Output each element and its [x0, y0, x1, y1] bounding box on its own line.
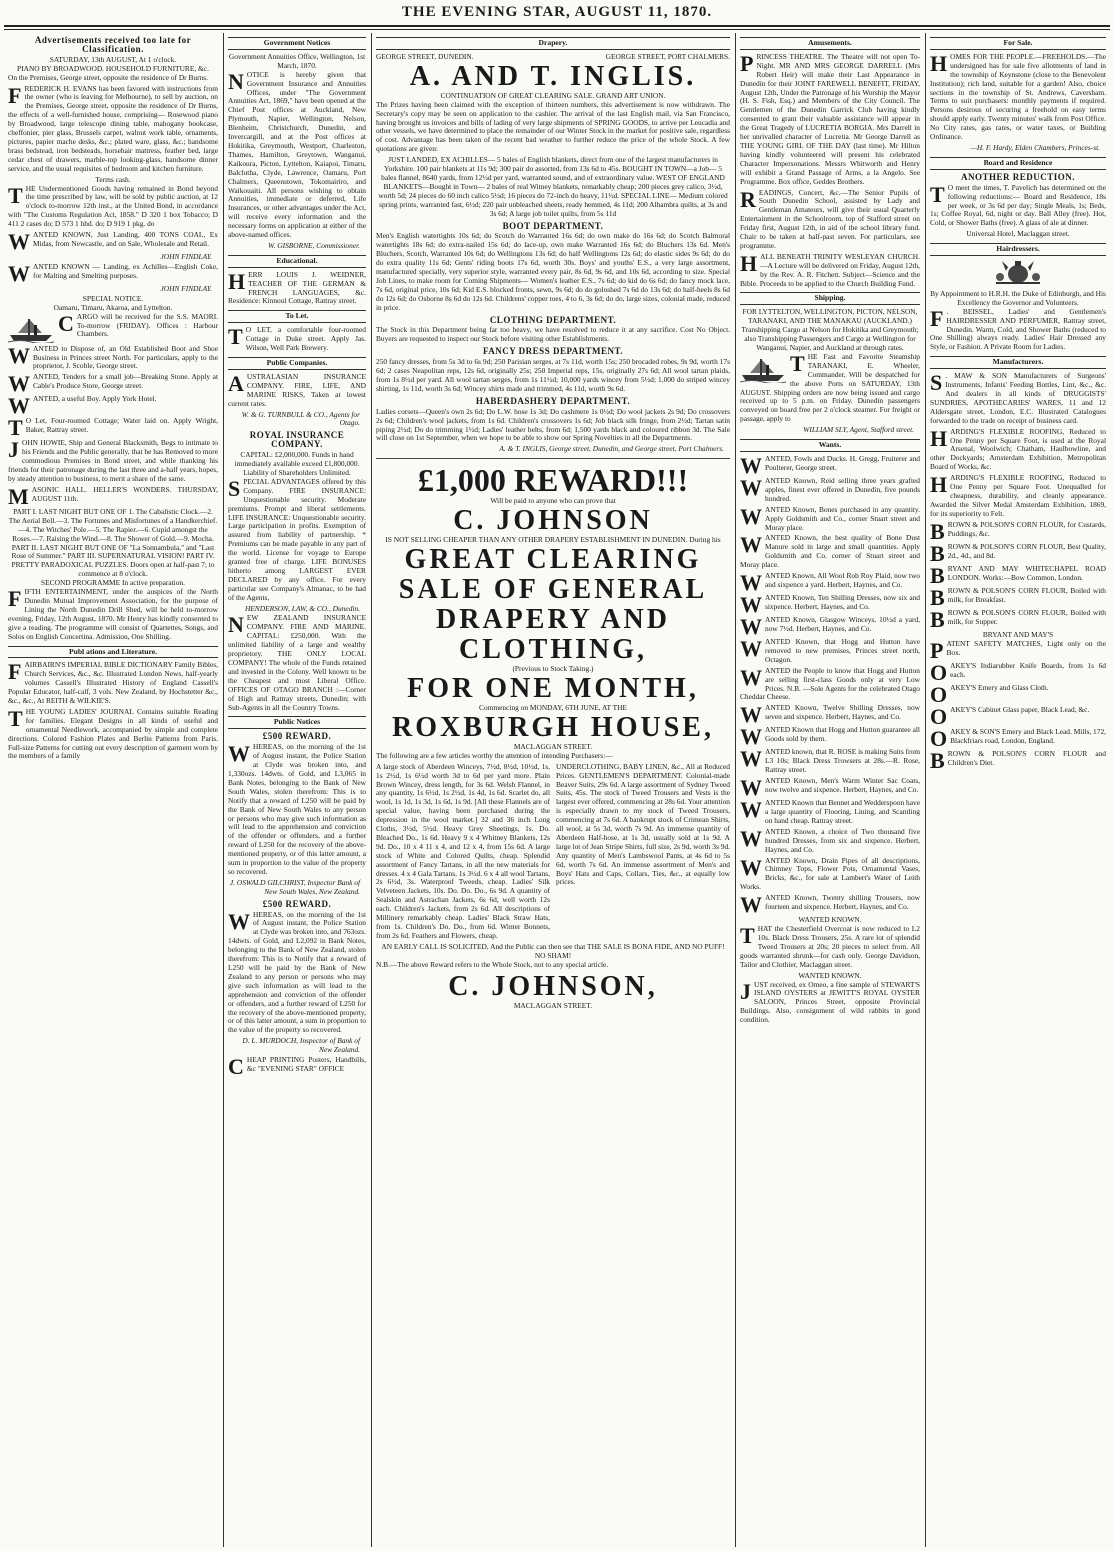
ad-signature: WILLIAM SLY, Agent, Stafford street. [803, 425, 914, 435]
ad-text: ANTED Known, All Wool Rob Roy Plaid, now two and sixpence a yard. Herbert, Haynes, and Co. [765, 571, 920, 589]
advertisement [930, 50, 1106, 142]
drop-cap: T [228, 324, 243, 350]
advertisement [8, 310, 218, 343]
drop-cap: W [8, 371, 30, 397]
drop-cap: J [740, 978, 751, 1004]
centered-text: MACLAGGAN STREET. [513, 1000, 593, 1010]
ad-text: . MAW & SON Manufacturers of Surgeons' Instruments, Infants' Feeding Bottles, Lint, &c., &c. And dealers in all kinds of DRUGGISTS' SUNDRIES, APOTHECARIES' WARES, 11 and 12 Aldersgate street, London, E.C. Illustrated Catalogues forwarded to the trade on receipt of business card. [930, 371, 1106, 425]
ad-text: ROWN & POLSON'S CORN FLOUR, Boiled with milk, for Supper. [947, 607, 1106, 626]
advertisement [740, 748, 920, 775]
royal-crest-icon [930, 259, 1106, 288]
drop-cap: S [930, 370, 943, 396]
drop-cap: W [228, 741, 250, 767]
drop-cap: R [740, 186, 756, 212]
centered-text: Oamaru, Timaru, Akaroa, and Lyttelton. [53, 302, 173, 312]
ad-heading: Advertisements received too late for Classification. [34, 35, 192, 54]
ad-signature: W. & G. TURNBULL & CO., Agents for Otago. [241, 409, 360, 428]
section-heading: Amusements. [740, 37, 920, 50]
drop-cap: A [228, 370, 244, 396]
drop-cap: B [930, 747, 945, 773]
drop-cap: O [930, 725, 948, 751]
section-heading: Public Companies. [228, 357, 366, 370]
advertisement [8, 393, 218, 419]
drop-cap: M [8, 483, 29, 509]
ad-text: O Let, Four-roomed Cottage; Water laid on. Apply Wright, Baker, Rattray street. [25, 416, 218, 435]
advertisement [930, 659, 1106, 685]
advertisement [740, 592, 920, 618]
drop-cap: T [8, 415, 23, 441]
centered-text: Universal Hotel, Maclaggan street. [966, 229, 1070, 239]
ad-text: ANTED Known, Bones purchased in any quantity. Apply Goldsmith and Co., corner Stuart street and Moray place. [765, 504, 920, 532]
advertisement [8, 588, 218, 641]
ad-body: Men's English watertights 10s 6d; do Scotch do Warranted 16s 6d; do own make do 16s 6d; do Scotch Balmoral watertights 18s 6d; do extra-nailed 15s 6d; do lace-up, own make Warranted 16s 6d; do Bluchers 13s 6d. Men's Bluchers, Scotch, Warranted 10s 6d; do Wellingtons 13s 6d; do half Wellingtons 12s 6d; do elastic sides 9s 6d; do do do extra quality 11s 6d; Gents' riding boots 17s 6d, worth 30s. Boys' and youths' E.S., a very large assortment, manufactured specially, very superior style, warranted every pair, 8s 6d, 9s 6d, and 10s 6d, according to size. Special Job Lines, to make room for Coming Shipments— Women's leather E.S., 7s 6d; do kid do 6s 6d; do fancy mock lace, 7s 6d, original price, 10s 6d; Kid E.S. blocked fronts, sewn, 9s 6d; do do goloshed 7s 6d do 13s 6d; do half-heels 8s 6d do 12s 6d; do Osborne 8s 6d do 12s 6d. Childrens' copper toes, 4 to 6, 3s 6d; do do, large sizes, colonial made, reduced in price. [376, 231, 730, 312]
drop-cap: B [930, 562, 945, 588]
drop-cap: N [228, 612, 244, 638]
drop-cap: T [8, 705, 23, 731]
section-heading: Public Notices [228, 716, 366, 729]
ad-text: HEAP PRINTING Posters, Handbills, &c "EVENING STAR" OFFICE [246, 1055, 366, 1073]
centered-text: Terms cash. [95, 174, 131, 184]
drop-cap: H [930, 50, 948, 76]
ad-text: EW ZEALAND INSURANCE COMPANY. FIRE AND MARINE. CAPITAL: £250,000. With the unlimited liability of a large and wealthy proprietory. THE ONLY LOCAL COMPANY! The whole of the Funds retained and invested in the Colony. Well known to be the Cheapest and most Liberal Office. OFFICES OF OTAGO BRANCH :—Corner of High and Rattray streets, Dunedin; with Sub-Agents in all the Country Towns. [228, 613, 366, 712]
ad-text: HAT the Chesterfield Overcoat is now reduced to L2 10s. Black Dress Trousers, 25s. A rare lot of splendid Tweed Trousers at 20s; 20 pieces to select from. All goods warranted shrunk—for cash only. George Davidson, Tailor and Clothier, Maclaggan street. [740, 924, 920, 969]
drop-cap: W [740, 797, 762, 823]
advertisement [740, 978, 920, 1026]
section-heading: Wants. [740, 439, 920, 452]
ad-text: AIRBAIRN'S IMPERIAL BIBLE DICTIONARY Family Bibles, Church Services, &c., &c. Illustrated London News, half-yearly volumes Cassell's Illustrated History of England Cassell's Popular Educator, half-calf, 3 vols. New Zealand, by Hochstetter &c., &c., &c., At REITH & WILKIE'S. [8, 660, 218, 706]
drop-cap: W [740, 746, 762, 772]
advertisement [228, 743, 366, 877]
section-heading: To Let. [228, 310, 366, 323]
advertisement [930, 518, 1106, 544]
ad-text: REDERICK H. EVANS has been favored with instructions from the owner (who is leaving for Melbourne), to sell by auction, on the Premises, George street, opposite the residence of Dr Burns, the effects of a well-furnished house, comprising— Rosewood piano by Broadwood, large telescope dining table, mahogany bookcase, cheffonier, pier glass, Brussels carpet, walnut work table, ornaments, pictures, papier mache desks, &c.; plated ware, glass, &c.; handsome brass bedstead, iron bedsteads, horsehair mattress, feather bed, large cedar chest of drawers, marble-top looking-glass, handsome dinner service, and the usual requisites of bedroom and kitchen furniture. [8, 83, 218, 173]
advertisement [740, 50, 920, 187]
ad-text: ANTED Known that Hogg and Hutton guarantee all Goods sold by them. [765, 725, 920, 744]
advertisement [228, 475, 366, 603]
centered-text: MACLAGGAN STREET. [513, 741, 593, 751]
centered-text: JUST LANDED, EX ACHILLES— 5 bales of English blankets, direct from one of the largest manufacturers in Yorkshire. 100 pair blankets at 11s 9d; 300 pair do assorted, from 13s 6d to 45s. BOUGHT IN TOWN—a Job— 5 bales flannel, 8640 yards, from 12½d per yard, warranted sound, and of extraordinary value. WEST OF ENGLAND BLANKETS—Bought in Town— 2 bales of real Witney blankets, remarkably cheap; 200 pieces grey calico, 3½d, worth 5d; 24 pieces do 60 inch calico 5½d; 16 pieces do 72-inch do heavy, 11½d. SPECIAL LINE— Medium colored spring prints, warranted fast, 6½d; 220 pair unbleached sheets, ready hemmed, 4s 11d; 200 Alhambra quilts, at 3s and 3s 6d; A large job toilet quilts, from 5s 11d [378, 155, 728, 218]
ad-heading: £500 REWARD. [262, 731, 332, 742]
ad-text: PECIAL ADVANTAGES offered by this Company. FIRE INSURANCE: Unquestionable security. Moderate premiums. Prompt and liberal settlements. LIFE INSURANCE: Unquestionable security. Large participation in profits. Exemption of assured from liability of partnership. * Premiums can be made payable in any part of the world. License for voyage to Europe granted free of charge. LIFE BONUSES hitherto among LARGEST EVER DECLARED by any office. For every particular see Company's Almanac, to be had of the Agents, [228, 476, 366, 602]
advertisement [740, 503, 920, 533]
ad-text: RINCESS THEATRE. The Theatre will not open To-Night. MR AND MRS GEORGE DARRELL (Mrs Robert Heir) will make their Last Appearance in Dunedin for their JOINT FAREWELL BENEFIT, FRIDAY, August 12th, Under the Patronage of his Worship the Mayor (H. S. Fish, Esq.) and Members of the City Council. The Gentlemen of the Dunedin Garrick Club having kindly consented to grant their valuable assistance will appear in the Great Tragedy of LUCRETIA BORGIA. Mrs Darrell in her unrivalled character of Lucretia. Mr George Darrell as THE YOUNG GIRL OF THE DAY (last time). Mr Hilton having kindly volunteered will present his celebrated Character Impersonations. Messrs Whitworth and Henry will exhibit a Grand Passage of Arms, a la Angelo. See Programme. Box office, Geddes Brothers. [740, 51, 920, 186]
ad-text: ANTED Known, Ten Shilling Dresses, now six and sixpence. Herbert, Haynes, and Co. [765, 593, 920, 611]
column-2 [224, 33, 370, 1547]
advertisement [740, 724, 920, 750]
section-heading: For Sale. [930, 37, 1106, 50]
ad-text: ANTED Known, Twenty shilling Trousers, now fourteen and sixpence. Herbert, Haynes, and Co. [765, 893, 920, 912]
advertisement [740, 250, 920, 289]
drop-cap: P [930, 637, 944, 663]
drop-cap: B [930, 540, 945, 566]
drop-cap: W [228, 908, 250, 934]
section-heading: Educational. [228, 255, 366, 268]
drop-cap: B [930, 584, 945, 610]
ad-body: The following are a few articles worthy the attention of intending Purchasers:— [376, 750, 613, 760]
advertisement [740, 825, 920, 855]
advertisement [930, 637, 1106, 663]
ad-text: IFTH ENTERTAINMENT, under the auspices of the North Dunedin Mutual Improvement Association, for the purpose of Lining the North Dunedin Drill Shed, will be held to-morrow evening, Friday, 12th August, 1870. Mr Henry has kindly consented to give a reading. The programme will consist of Quartettes, Songs, and Solos on English Concertina. Admission, One Shilling. [8, 587, 218, 641]
centered-text: SPECIAL NOTICE. [82, 293, 144, 303]
advertisement [930, 703, 1106, 729]
drop-cap: T [790, 350, 805, 376]
display-heading: C. JOHNSON [453, 505, 653, 537]
advertisement [740, 892, 920, 918]
ad-text: ANTED Known, a choice of Two thousand five hundred Dresses, from six and sixpence. Herbert, Haynes, and Co. [765, 826, 920, 854]
section-heading: Publ ations and Literature. [8, 646, 218, 659]
drop-cap: N [228, 68, 244, 94]
advertisement [740, 534, 920, 570]
ad-text: ROWN & POLSON'S CORN FLOUR, Boiled with milk, for Breakfast. [947, 585, 1106, 604]
ad-signature: HENDERSON, LAW, & CO., Dunedin. [244, 603, 360, 613]
drop-cap: O [930, 659, 948, 685]
reward-heading: £1,000 REWARD!!! [417, 462, 689, 499]
advertisement [930, 606, 1106, 632]
centered-text: CAPITAL: £2,000,000. Funds in hand immediately available exceed £1,800,000. Liability of Shareholders Unlimited. [234, 450, 360, 477]
ad-heading: BOOT DEPARTMENT. [502, 220, 604, 231]
ad-text: AKEY'S Cabinet Glass paper, Black Lead, &c. [950, 704, 1090, 714]
advertisement [228, 908, 366, 1036]
ad-text: HE Undermentioned Goods having remained in Bond beyond the time prescribed by law, will be sold by public auction, at 12 o'clock to-morrow 12th inst., at the United Bond, in accordance with "The Customs Regulation Act, 1858." D 320 1 box Tobacco; D 411 2 cases do; D 573 1 hhd. do; D 919 1 pkg. do [8, 183, 218, 229]
ad-text: ANTED Known, Twelve Shilling Dresses, now seven and sixpence. Herbert, Haynes, and Co. [765, 703, 920, 722]
list-right: UNDERCLOTHING, BABY LINEN, &c., All at Reduced Prices. GENTLEMEN'S DEPARTMENT. Colonial-made Beaver Suits, 29s 6d. A large assortment of Sydney Tweed Suits, 45s. The stock of Tweed Trousers and Vests is the largest ever offered, commencing at 28s 6d. Your attention is especially drawn to my stock of Tweed Trousers, commencing at 7s 6d. A bankrupt stock of Crimean Shirts, all wool, at 5s 3d, worth 7s 9d. An immense quantity of Aberdeen Half-hose, at 1s 3d, usually sold at 1s 9d. A large lot of Jean Stripe Shirts, full size, 2s 9d, worth 3s 9d. Any quantity of Men's Lambswool Pants, at 4s 6d to 5s 6d, worth 7s 6d. An immense assortment of Men's and Boys' Hats and Caps, Collars, Ties, &c., at equally low prices. [556, 761, 730, 887]
drop-cap: F [8, 659, 22, 685]
advertisement [8, 439, 218, 484]
centered-text: WANTED KNOWN. [798, 915, 862, 925]
drop-cap: W [740, 532, 762, 558]
advertisement [228, 326, 366, 353]
list-left: A large stock of Aberdeen Winceys, 7½d, 8½d, 10½d, 1s, 1s 2½d, 1s 6½d worth 3d to 6d per yard more. Plain Brown Wincey, dress length, for 3s 6d. Welsh Flannel, in any quantity, 1s 6½d, 1s 2½d, 1s 4d, 1s 6d. Scarlet do, all wool, 1s 1d, 1s 3d, 1s 6d, 1s 9d. [All these Flannels are of special value, having been purchased during the depression in the wool market.] 32 and 36 inch Long Cloths, 3½d, 5½d. Heavy Grey Sheetings, 1s. Do. Bleached Do., 1s 6d. Heavy 9 x 4 Whitney Blankets, 12s 9d. Do., 10 x 4 11 x 4, and 12 x 4, from 15s 6d. A large stock of White and Colored Quilts, cheap. Splendid assortment of Fancy Tartans, in all the new materials for dresses. 4 x 4 Gala Tartans, 1s 3½d. 6 x 4 all wool Tartans, 2s 6½d, 3s. Waterproof Tweeds, cheap. Ladies' Silk Velveteen Jackets, 10s. Do. Do. Do., 6s 9d. A quantity of Sealskin and Astrachan Jackets, 6s 6d, well worth 12s each. Children's Jackets, from 2s 6d. All descriptions of Millinery remarkably cheap. Ladies' Black Straw Hats, from 1s. Children's Do. Do., from 6d. Winter Bonnets, from 2s 6d. Feathers and Flowers, cheap. [376, 761, 550, 940]
drop-cap: W [740, 702, 762, 728]
ad-text: ANTED to Dispose of, an Old Established Boot and Shoe Business in Princes street North. For particulars, apply to the proprietor, J. Scoble, George street. [33, 343, 218, 371]
drop-cap: W [740, 825, 762, 851]
ad-text: ANTED KNOWN, Just Landing, 400 TONS COAL, Ex Midas, from Newcastle, and on Sale, Wholesale and Retail. [33, 230, 218, 248]
masthead-rule-thin [4, 29, 1110, 30]
drop-cap: W [740, 892, 762, 918]
ad-text: UST received, ex Omeo, a fine sample of STEWART'S ISLAND OYSTERS at JEWITT'S ROYAL OYSTER SALOON, Princes Street, opposite Provincial Buildings. Also, consignment of wild rabbits in good condition. [740, 979, 920, 1025]
ad-text: OTICE is hereby given that Government Insurance and Annuities Offices, under "The Government Annuities Act, 1869," have been opened at the Chief Post offices at Auckland, New Plymouth, Napier, Wellington, Nelson, Blenheim, Christchurch, Dunedin, and Invercargill, and at the Post offices at Hokitika, Greymouth, Westport, Charleston, Thames, Hamilton, Greytown, Wanganui, Kaikoura, Picton, Lyttelton, Kaiapoi, Timaru, Balclutha, Clyde, Lawrence, Oamaru, Port Chalmers, Queenstown, Tokomairiro, and Waikouaiti. All persons wishing to obtain Annuities, immediate or deferred, Life Insurances, or other advantages under the Act, will receive every information and the necessary forms on application at either of the above-named offices. [228, 69, 366, 240]
drop-cap: H [930, 425, 948, 451]
ad-body: N.B.—The above Reward refers to the Whole Stock, not to any special article. [376, 959, 609, 969]
section-heading: Hairdressers. [930, 243, 1106, 256]
centered-text: SECOND PROGRAMME In active preparation. [41, 578, 185, 588]
centered-text: (Previous to Stock Taking.) [512, 664, 594, 674]
advertisement [8, 82, 218, 174]
ad-text: ANTED Known, Glasgow Winceys, 10½d a yard, now 7½d. Herbert, Haynes, and Co. [765, 615, 920, 633]
advertisement [740, 702, 920, 728]
ad-body: The Stock in this Department being far too heavy, we have resolved to reduce it at any sacrifice. Cost No Object. Buyers are requested to inspect our Stock before visiting other Establishments. [376, 325, 730, 344]
centered-text: Will be paid to anyone who can prove that [490, 496, 616, 506]
drop-cap: W [8, 260, 30, 286]
display-heading: FOR ONE MONTH, [407, 672, 699, 704]
drop-cap: W [740, 570, 762, 596]
drop-cap: W [8, 393, 30, 419]
drop-cap: B [930, 606, 945, 632]
drop-cap: W [740, 636, 762, 662]
drop-cap: W [8, 342, 30, 368]
drop-cap: W [8, 229, 30, 255]
ad-text: ANTED, Fowls and Ducks. H. Gregg, Fruiterer and Poulterer, George street. [765, 453, 920, 472]
ad-text: ROWN & POLSON'S CORN FLOUR and Children's Diet. [947, 748, 1106, 767]
ad-signature: —H. F. Hardy, Elden Chambers, Princes-st. [970, 142, 1100, 152]
drop-cap: W [740, 474, 762, 500]
ad-text: ROWN & POLSON'S CORN FLOUR, for Custards, Puddings, &c. [947, 519, 1106, 538]
drop-cap: C [58, 310, 74, 336]
centered-text: AN EARLY CALL IS SOLICITED, And the Public can then see that THE SALE IS BONA FIDE, AND NO PUFF! NO SHAM! [381, 941, 725, 960]
advertisement [228, 1054, 366, 1080]
ad-text: ANTED Known that Bennet and Wedderspoon have a large quantity of Flooring, Lining, and Scantling on hand cheap. Rattray street. [765, 798, 920, 825]
ad-text: AKEY & SON'S Emery and Black Lead. Mills, 172, Blackfriars road, London, England. [950, 726, 1106, 745]
advertisement [228, 68, 366, 240]
ad-text: . BEISSEL, Ladies' and Gentlemen's HAIRDRESSER AND PERFUMER, Rattray street, Dunedin. Warm, Cold, and Shower Baths (reduced to One Shilling) always ready. Ladies' Hair Dressed any Style, or Fashion. A Private Room for Ladies. [930, 306, 1106, 352]
ad-signature: D. L. MURDOCH, Inspector of Bank of New Zealand. [242, 1036, 360, 1055]
column-1 [4, 33, 222, 1547]
advertisement [740, 638, 920, 665]
ad-text: EADINGS, Concert, &c.—The Senior Pupils of South Dunedin School, assisted by Lady and Gentleman Amateurs, will give their usual Quarterly Entertainment in the Schoolroom, top of Stafford street on Friday first, August 12th, in aid of the school library fund. Chair to be taken at half-past seven. For particulars, see programme. [740, 187, 920, 250]
ad-text: ARDING'S FLEXIBLE ROOFING, Reduced to One Penny per Square Foot. Unequalled for cheapness, durability, and cleanly appearance. Awarded the Silver Medal Amsterdam Exhibition, 1869, for its superiority to Felt. [930, 473, 1106, 518]
masthead-rule [4, 25, 1110, 27]
advertisement [740, 854, 920, 893]
ad-text: ANTED Known, Drain Pipes of all descriptions, Chimney Tops, Flower Pots, Ornamental Vases, Bricks, &c., for sale at Lambert's Water of Leith Works. [740, 855, 920, 892]
column-4 [736, 33, 924, 1547]
ad-text: ATENT SAFETY MATCHES, Light only on the Box. [946, 638, 1106, 657]
ad-text: ANTED known, that R. ROSE is making Suits from L3 10s; Black Dress Trowsers at 28s.—R. Rose, Rattray street. [765, 747, 920, 775]
steamship-icon [740, 355, 786, 383]
section-heading: Manufacturers. [930, 356, 1106, 369]
drop-cap: T [8, 182, 23, 208]
drop-cap: O [930, 681, 948, 707]
display-heading: A. AND T. INGLIS. [409, 60, 697, 92]
ad-text: ANTED Known, Reid selling three years grafted apples, finest ever offered in Dunedin, five pounds hundred. [765, 475, 920, 503]
two-column-list [376, 763, 730, 941]
ad-text: RYANT AND MAY WHITECHAPEL ROAD LONDON. Works:—Bow Common, London. [947, 563, 1106, 582]
masthead: THE EVENING STAR, AUGUST 11, 1870. [401, 4, 713, 20]
centered-text: SATURDAY, 13th AUGUST, At 1 o'clock. [49, 54, 177, 64]
ad-body: The Prizes having been claimed with the exception of thirteen numbers, this advertisement is now withdrawn. The Secretary's copy may be seen on application to the cashier. The arrival of the last English mail, via San Francisco, having brought us invoices and bills of lading of very large shipments of SPRING GOODS, to arrive per Leucadia and other vessels, we have determined to place the remainder of our Winter Stock in the market for positive sale, regardless of cost. Advantage has been taken of the recent bad weather to further reduce the price of the whole Stock. A few quotations are given: [376, 99, 730, 154]
ad-text: ALL BENEATH TRINITY WESLEYAN CHURCH.—A Lecture will be delivered on Friday, August 12th, by the Rev. A. R. Fitchett. Subject—Science and the Bible. Proceeds to be applied to the Church Building Fund. [740, 251, 920, 288]
drop-cap: H [930, 472, 948, 498]
advertisement [740, 799, 920, 826]
centered-text: Government Annuities Office, Wellington, 1st March, 1870. [228, 51, 366, 70]
advertisement [740, 614, 920, 640]
drop-cap: P [740, 50, 754, 76]
ad-signature: JOHN FINDLAY. [160, 283, 212, 293]
ad-text: HEREAS, on the morning of the 1st of August instant, the Police Station at Clyde was broken into, and 1,330ozs. 14dwts. of Gold, and L3,065 in Bank Notes, belonging to the Bank of New South Wales, stolen therefrom: This is to Notify that a reward of L250 will be paid by the Bank of New South Wales to any person or persons who may give such information as will lead to the apprehension and conviction of the offender or offenders, and a further reward of L250 for the recovery of the above-mentioned property, or of this latter amount, a sum in proportion to the value of the property so recovered. [228, 742, 366, 876]
advertisement [8, 415, 218, 441]
advertisement [930, 584, 1106, 610]
advertisement [930, 181, 1106, 229]
section-heading: Board and Residence [930, 157, 1106, 170]
centered-text: By Appointment to H.R.H. the Duke of Edinburgh, and His Excellency the Governor and Volunteers. [930, 288, 1106, 307]
advertisement [930, 474, 1106, 519]
drop-cap: J [8, 437, 19, 463]
ad-text: AKEY'S Emery and Glass Cloth. [950, 682, 1049, 692]
centered-text: BRYANT AND MAY'S [982, 629, 1054, 639]
advertisement [8, 371, 218, 397]
ad-text: ASONIC HALL. HELLER'S WONDERS. THURSDAY, AUGUST 11th. [31, 484, 218, 503]
drop-cap: H [740, 250, 758, 276]
advertisement [228, 614, 366, 712]
ad-text: ANTED, a useful Boy. Apply York Hotel. [33, 394, 157, 404]
ad-body: 250 fancy dresses, from 5s 3d to 6s 9d; 250 Parisian serges, at 7s 11d, worth 15s; 250 brocaded robes, 9s 9d, worth 17s 6d; 2 cases Neapolitan reps, 12s 6d, originally 25s; 250 Imperial reps, 15s, originally 27s 6d; All wool tartan plaids, from 1s 8½d per yard. All wool tartan serges, from 1s 11½d; 10,000 yards wincey from 5½d; 1,000 do striped wincey shirting, 1s 11d, worth 3s 6d; Wincey shirts made and trimmed, 4s 11d, worth 9s 6d. [376, 357, 730, 393]
display-heading: C. JOHNSON, [448, 970, 658, 1002]
advertisement [8, 342, 218, 372]
drop-cap: W [740, 664, 762, 690]
ad-text: ARDING'S FLEXIBLE ROOFING, Reduced to One Penny per Square Foot, is used at the Royal Arsenal, Woolwich; Chatham, Haulbowline, and other Dockyards; Amsterdam Exhibition, Metropolitan Board of Works, &c. [930, 426, 1106, 472]
ad-text: ROWN & POLSON'S CORN FLOUR, Best Quality, 2d., 4d., and 8d. [947, 541, 1106, 560]
drop-cap: B [930, 518, 945, 544]
drop-cap: S [228, 475, 241, 501]
advertisement [8, 661, 218, 706]
ad-signature: A. & T. INGLIS, George street, Dunedin, and George street, Port Chalmers. [499, 444, 724, 454]
ad-heading: FANCY DRESS DEPARTMENT. [482, 346, 624, 357]
ad-text: OMES FOR THE PEOPLE.—FREEHOLDS.—The undersigned has for sale five allotments of land in the township of Keynstone (close to the Benevolent Institution); rich land, suitable for a garden! Also, choice sections in the township of St. Andrews, Caversham. Terms to suit purchasers: monthly payments if required. Persons desirous of securing a freehold on easy terms should apply early. Twenty minutes' walk from Post Office. No City rates, gas rates, or water taxes, or Building Ordinance. [930, 51, 1106, 142]
advertisement [228, 370, 366, 409]
ad-text: O meet the times, T. Pavelich has determined on the following reductions:— Board and Residence, 18s per week, or 3s 6d per day; Single Meals, 1s; Beds, 1s; Coffee Royal, 6d, night or day. Ball Alley (free). Hot, Cold, or Shower Baths (free). A glass of ale at dinner. [930, 182, 1106, 228]
centered-text: WANTED KNOWN. [798, 970, 862, 980]
advertisement [740, 186, 920, 251]
ad-text: ANTED KNOWN — Landing, ex Achilles—English Coke, for Malting and Smelting purposes. [33, 261, 218, 280]
advertisement [8, 483, 218, 509]
drop-cap: W [740, 614, 762, 640]
advertisement [740, 570, 920, 596]
advertisement [740, 775, 920, 801]
ad-signature: JOHN FINDLAY. [160, 252, 212, 262]
ad-heading: ROYAL INSURANCE COMPANY. [249, 430, 345, 450]
centered-text: PART I. LAST NIGHT BUT ONE OF 1. The Cabalistic Clock.—2. The Aerial Bell.—3. The Fortunes and Misfortunes of a Handkerchief.—4. The Witches' Pole.—5. The Rapier.—6. Cupid amongst the Roses.—7. Raising the Wind.—8. The Shower of Gold.—9. Mocha. PART II. LAST NIGHT BUT ONE OF "La Sonnambula," and "Last Rose of Summer." PART III. SUPERNATURAL VISION! PART IV. PRETTY PARADOXICAL PUZZLES. Doors open at half-past 7; to commence at 8 o'clock. [8, 506, 218, 579]
ad-text: ANTED Known, that Hogg and Hutton have removed to new premises, Princes street north, Octagon. [765, 637, 920, 664]
centered-text: IS NOT SELLING CHEAPER THAN ANY OTHER DRAPERY ESTABLISHMENT IN DUNEDIN. During his [385, 535, 721, 545]
drop-cap: W [740, 452, 762, 478]
section-heading: Drapery. [376, 37, 730, 50]
ad-heading: CLOTHING DEPARTMENT. [489, 314, 617, 325]
ad-text: ANTED Known, the best quality of Bone Dust Manure sold in large and small quantities. Apply Goldsmith and Co. corner of Stuart street and Moray place. [740, 533, 920, 570]
ad-text: ANTED Known, Men's Warm Winter Sac Coats, now twelve and sixpence. Herbert, Haynes, and Co. [765, 776, 920, 794]
section-heading: Shipping. [740, 292, 920, 305]
address-left: GEORGE STREET, DUNEDIN. [376, 51, 474, 61]
ad-text: ANTED, Tenders for a small job—Breaking Stone. Apply at Cable's Produce Store, George street. [33, 372, 218, 391]
display-heading: ROXBURGH HOUSE, [392, 711, 714, 743]
advertisement [740, 452, 920, 478]
steamship-icon [8, 315, 54, 343]
ad-body: Ladies corsets—Queen's own 2s 6d; Do L.W. hose 1s 3d; Do cashmere 1s 0½d; Do wool jackets 2s 9d; Do crossovers 2s 6d; Children's wool jackets, from 1s 6d. Children's crossovers 1s 6d; Job black silk fringe, from 2½d; Tartan satin piping 2½d; Do do trimming 1½d; Ladies' leather belts, from 6d; 1,500 yards black and coloured ribbon 3d. The Sale will close on 1st September, when we hope to be able to show our Spring Novelties in all the Departments. [376, 406, 730, 443]
advertisement [930, 747, 1106, 773]
section-heading: Government Notices [228, 37, 366, 50]
advertisement [930, 562, 1106, 588]
drop-cap: O [930, 703, 948, 729]
advertisement [740, 664, 920, 703]
centered-text: CONTINUATION OF GREAT CLEARING SALE. GRAND ART UNION. [440, 90, 666, 100]
ad-signature: J. OSWALD GILCHRIST, Inspector Bank of New South Wales, New Zealand. [229, 877, 360, 896]
advertisement [930, 540, 1106, 566]
display-heading: GREAT CLEARING SALE OF GENERAL DRAPERY AND CLOTHING, [398, 544, 708, 666]
ad-text: ARGO will be received for the S.S. MAORI. To-morrow (FRIDAY). Offices : Harbour Chambers. [76, 311, 218, 339]
drop-cap: T [740, 923, 755, 949]
ad-text: AKEY'S Indiarubber Knife Boards, from 1s 6d each. [950, 660, 1106, 679]
ad-heading: ANOTHER REDUCTION. [960, 171, 1075, 182]
ad-text: OHN HOWIE, Ship and General Blacksmith, Begs to intimate to his Friends and the Public generally, that he has Removed to more commodious Premises in Bond street, and while thanking his friends for their patronage during the last three and a-half years, hopes, by steady attention to business, to merit a share of the same. [8, 438, 218, 483]
ad-text: HE YOUNG LADIES' JOURNAL Contains suitable Reading for families. Elegant Designs in all kinds of useful and ornamental Needlework, accompanied by simple and complete directions. Colored Fashion Plates and Berlin Patterns from Paris. Full-size Patterns for cutting out every description of garment worn by the members of a family [8, 706, 218, 761]
drop-cap: W [740, 503, 762, 529]
ad-text: O LET, a comfortable four-roomed Cottage in Duke street. Apply Jas. Wilson, Well Park Brewery. [245, 325, 366, 353]
drop-cap: W [740, 854, 762, 880]
drop-cap: W [740, 592, 762, 618]
ad-text: HE Fast and Favorite Steamship TARANAKI, E. Wheeler, Commander, Will be despatched for the above Ports on SATURDAY, 13th AUGUST. Shipping orders are now being issued and cargo received up to 5 p.m. on Friday. Dunedin passengers conveyed on board free per 2 o'clock steamer. For freight or passage, apply to [740, 351, 920, 424]
advertisement [930, 372, 1106, 425]
advertisement [930, 725, 1106, 751]
advertisement [228, 268, 366, 307]
address-right: GEORGE STREET, PORT CHALMERS. [605, 51, 730, 61]
centered-text: FOR LYTTELTON, WELLINGTON, PICTON, NELSON, TARANAKI, AND THE MANAKAU (AUCKLAND.) Transhipping Cargo at Nelson for Hokitika and Greymouth; also Transhipping Passengers and Cargo at Wellington for Wanganui, Napier, and Auckland at through rates. [741, 307, 919, 352]
centered-text: Commencing on MONDAY, 6TH JUNE, AT THE [479, 702, 627, 712]
advertisement [8, 182, 218, 230]
column-5 [926, 33, 1110, 1547]
ad-signature: W. GISBORNE, Commissioner. [268, 240, 360, 250]
ad-separator [376, 458, 730, 459]
advertisement [8, 705, 218, 761]
advertisement [930, 305, 1106, 353]
ad-text: HEREAS, on the morning of the 1st of August instant, the Police Station at Clyde was broken into, and 763ozs. 14dwts. of Gold, and L2,092 in Bank Notes, belonging to the Bank of New Zealand, stolen therefrom: This is to Notify that a reward of L250 will be paid by the Bank of New Zealand to any person or persons who may give such information as will lead to the apprehension and conviction of the offender or offenders, and a further reward of L250 for the recovery of the above-mentioned property, or of this latter amount, a sum in proportion to the value of the property so recovered. [228, 909, 366, 1035]
drop-cap: F [8, 82, 22, 108]
ad-heading: £500 REWARD. [262, 898, 332, 909]
drop-cap: W [740, 724, 762, 750]
advertisement [8, 229, 218, 255]
advertisement [740, 925, 920, 970]
advertisement [930, 425, 1106, 473]
advertisement [8, 260, 218, 286]
ad-text: ANTED the People to know that Hogg and Hutton are selling first-class Goods only at very Low Prices. N.B. —Sole Agents for the celebrated Otago Cheddar Cheese. [740, 665, 920, 702]
advertisement [740, 474, 920, 504]
drop-cap: F [8, 586, 22, 612]
advertisement [740, 350, 920, 424]
ad-text: ERR LOUIS J. WEIDNER, TEACHER OF THE GERMAN & FRENCH LANGUAGES, &c. Residence: Kinnoul Cottage, Rattray street. [228, 269, 366, 306]
ad-body: On the Premises, George street, opposite the residence of Dr Burns. [8, 72, 208, 82]
centered-text: PIANO BY BROADWOOD. HOUSEHOLD FURNITURE, &c. [17, 63, 209, 73]
ad-heading: HABERDASHERY DEPARTMENT. [475, 395, 631, 406]
drop-cap: F [930, 305, 944, 331]
drop-cap: C [228, 1054, 244, 1080]
drop-cap: H [228, 268, 246, 294]
advertisement [930, 681, 1106, 707]
drop-cap: T [930, 181, 945, 207]
drop-cap: W [740, 775, 762, 801]
ad-text: USTRALASIAN INSURANCE COMPANY. FIRE, LIFE, AND MARINE RISKS, Taken at lowest current rates. [228, 371, 366, 408]
column-3-drapery [372, 33, 734, 1547]
